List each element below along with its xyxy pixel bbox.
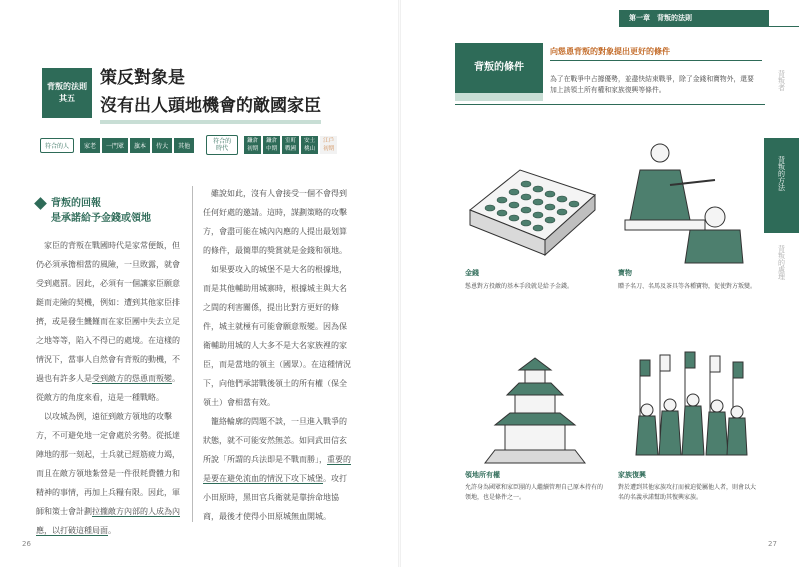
item-desc-money: 慫恿對方投敵的基本手段就是給予金錢。: [465, 283, 574, 290]
section-heading-line-2: 是承諾給予金錢或領地: [51, 213, 151, 224]
trait-description: 為了在戰爭中占據優勢，並盡快結束戰爭，除了金錢和寶物外，還要加上該領土所有權和家族復興等條件。: [550, 75, 754, 94]
section-heading-line-1: 背叛的回報: [51, 198, 101, 209]
gold-tray-illustration: [460, 150, 600, 260]
item-title-treasure: 寶物: [618, 269, 632, 277]
side-tab-traitors[interactable]: [764, 70, 799, 130]
chapter-header: 第一章 背叛的法則: [619, 10, 769, 26]
castle-illustration: [475, 355, 595, 465]
fit-tag: 旗本: [130, 138, 150, 153]
item-title-territory: 領地所有權: [465, 471, 500, 479]
side-tab-label: 背叛的方法: [777, 156, 786, 191]
body-text: 家臣的背叛在戰國時代是家常便飯，但仍必須承擔相當的風險，一旦敗露，就會受到處罰。因此，必須有一個讓家臣願意鋌而走險的契機，例如：遭到其他家臣排擠，或是發生饑饉而在家臣團中失去立足之地等等，陷入不得已的處境。在這樣的情況下，當事人自然會有背叛的動機，不過也有許多人是: [36, 241, 180, 383]
item-desc-territory: 允許身為國眾和家臣團的人繼續管理自己原本持有的領地，也是條件之一。: [465, 484, 604, 501]
body-text: 以攻城為例，遠征到敵方領地的攻擊方，不可避免地一定會處於劣勢。從抵達陣地的那一刻起，士兵就已經筋疲力竭，而且在敵方領地紮營是一件很耗費體力和精神的事情，再加上兵糧有限。因此，軍師和策士會計劃: [36, 412, 180, 516]
body-text: 。從敵方的角度來看，這是一種戰略。: [36, 374, 180, 402]
trait-badge: 背叛的條件: [455, 43, 543, 101]
item-title-revival: 家族復興: [618, 471, 646, 479]
fit-person-tags: [80, 138, 196, 153]
page-title: [100, 64, 321, 124]
fit-tag: 安土桃山: [301, 136, 318, 154]
fit-era-tags: [244, 136, 339, 154]
body-paragraph: [36, 236, 186, 407]
samurai-gift-illustration: [615, 135, 745, 265]
page-number-right: 27: [768, 540, 777, 548]
side-tab-label: 背叛的處理: [777, 245, 786, 280]
side-tab-methods[interactable]: [764, 138, 799, 233]
law-number: 其五: [59, 94, 75, 103]
body-column-1: [36, 236, 186, 540]
fit-person-label: 符合的人: [40, 138, 74, 153]
left-page: [0, 0, 399, 567]
diamond-bullet-icon: [34, 197, 47, 210]
side-tab-label: 背叛者: [777, 70, 786, 91]
fit-tag: 侍大: [152, 138, 172, 153]
body-text: 。攻打小田原時，黑田官兵衛就是靠拚命地協商，最後才使得小田原城無血開城。: [203, 474, 347, 521]
chapter-rule: [619, 26, 799, 27]
fit-tag: 其他: [174, 138, 194, 153]
item-desc-revival: 對於遭到其他家族攻打而被迫從屬他人者，則會以大名的名義承諾幫助其復興家族。: [618, 484, 757, 501]
body-text: 雖說如此，沒有人會接受一個不會得到任何好處的邀請。這時，謀劃策略的攻擊方，會盡可能在城內內應的人提出最划算的條件，最簡單的獎賞就是金錢和領地。: [203, 189, 347, 255]
emphasis-text: 受到敵方的慫恿而叛變: [92, 374, 172, 383]
item-desc-treasure: 贈予名刀、名馬及茶具等各種寶物，促使對方叛變。: [618, 283, 757, 290]
law-label: 背叛的法則: [47, 82, 87, 91]
section-heading: [36, 196, 151, 226]
body-text: 。: [108, 526, 116, 535]
fit-tag: 鐮倉初期: [244, 136, 261, 154]
trait-bottom-rule: [455, 104, 765, 105]
page-number-left: 26: [22, 540, 31, 548]
fit-tag: 室町戰國: [282, 136, 299, 154]
trait-rule: [550, 60, 762, 61]
fit-tag: 家老: [80, 138, 100, 153]
title-line-2: 沒有出人頭地機會的敵國家臣: [100, 92, 321, 124]
right-page: [400, 0, 799, 567]
body-paragraph: [203, 184, 351, 260]
law-badge: [42, 68, 92, 118]
emphasis-text: 重要的是要在避免流血的情況下攻下城堡: [203, 455, 351, 483]
army-illustration: [625, 350, 750, 465]
body-paragraph: [36, 407, 186, 540]
fit-tag: 一門眾: [102, 138, 128, 153]
body-paragraph: [203, 260, 351, 412]
title-line-1: 策反對象是: [100, 68, 185, 88]
body-column-2: [203, 184, 351, 526]
fit-era-label: 符合的時代: [206, 135, 238, 155]
fit-row: [40, 134, 350, 156]
body-text: 籠絡輪廓的問題不談，一旦進入戰爭的狀態，就不可能安然無恙。如同武田信玄所說「所謂的兵法即是不戰而勝」，: [203, 417, 347, 464]
fit-tag: 鐮倉中期: [263, 136, 280, 154]
body-paragraph: [203, 412, 351, 526]
item-title-money: 金錢: [465, 269, 479, 277]
body-text: 如果要攻入的城堡不是大名的根據地，而是其他輔助用城寨時，根據城主與大名之間的利害關係，提出比對方更好的條件，城主就極有可能會願意叛變。因為保衛輔助用城的人大多不是大名家族裡的家臣，而是當地的領主（國眾）。在這種情況下，向他們承諾戰後領土的所有權（保全領土）會相當有效。: [203, 265, 351, 407]
column-divider: [192, 186, 193, 522]
fit-tag: 江戶初期: [320, 136, 337, 154]
side-tab-aftermath[interactable]: [764, 245, 799, 305]
emphasis-text: 拉攏敵方內部的人成為內應，以打破這種局面: [36, 507, 180, 535]
trait-title: 向慫恿背叛的對象提出更好的條件: [550, 47, 670, 56]
